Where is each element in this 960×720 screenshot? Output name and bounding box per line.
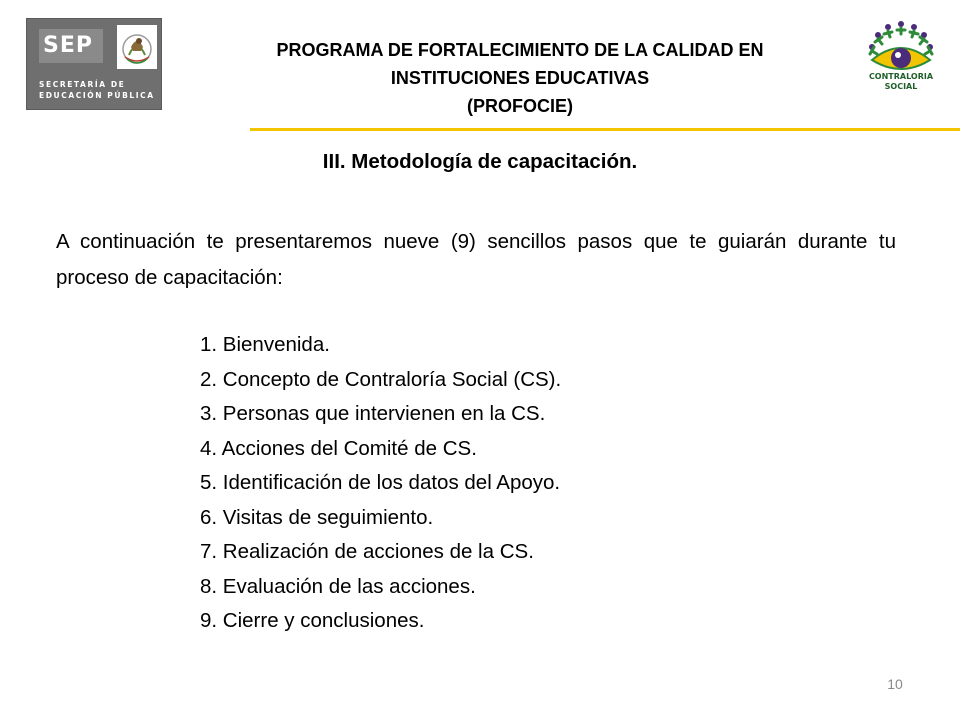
contraloria-social-logo-line2: SOCIAL (884, 82, 918, 91)
list-item: 3. Personas que intervienen en la CS. (200, 402, 546, 425)
mexican-seal-icon (117, 25, 157, 69)
contraloria-social-logo-text (858, 72, 944, 92)
list-item: 2. Concepto de Contraloría Social (CS). (200, 367, 562, 391)
sep-logo-wordmark: SEP (39, 29, 103, 63)
section-title: III. Metodología de capacitación. (322, 150, 638, 173)
list-item: 8. Evaluación de las acciones. (200, 574, 476, 598)
page-header-title (200, 36, 840, 120)
list-item: 9. Cierre y conclusiones. (200, 609, 425, 632)
header-divider (250, 128, 960, 131)
page-number: 10 (887, 676, 903, 692)
list-item: 1. Bienvenida. (200, 333, 330, 356)
list-item: 5. Identificación de los datos del Apoyo. (200, 471, 561, 494)
sep-logo-top (27, 19, 163, 75)
sep-logo-subtitle-line2: EDUCACIÓN PÚBLICA (39, 91, 155, 100)
list-item: 7. Realización de acciones de la CS. (200, 540, 534, 563)
sep-logo-subtitle (39, 79, 159, 101)
sep-logo (26, 18, 162, 110)
header-title-line2: INSTITUCIONES EDUCATIVAS (390, 68, 650, 88)
steps-list (200, 328, 880, 639)
contraloria-social-logo (858, 18, 944, 102)
header-title-line1: PROGRAMA DE FORTALECIMIENTO DE LA CALIDAD EN (276, 40, 764, 60)
contraloria-social-logo-line1: CONTRALORIA (868, 72, 934, 81)
header-title-line3: (PROFOCIE) (467, 96, 573, 116)
list-item: 6. Visitas de seguimiento. (200, 505, 434, 529)
intro-paragraph: A continuación te presentaremos nueve (9) sencillos pasos que te guiarán durante tu proceso de capacitación: (56, 230, 896, 289)
list-item: 4. Acciones del Comité de CS. (200, 436, 477, 460)
sep-logo-subtitle-line1: SECRETARÍA DE (39, 80, 126, 89)
